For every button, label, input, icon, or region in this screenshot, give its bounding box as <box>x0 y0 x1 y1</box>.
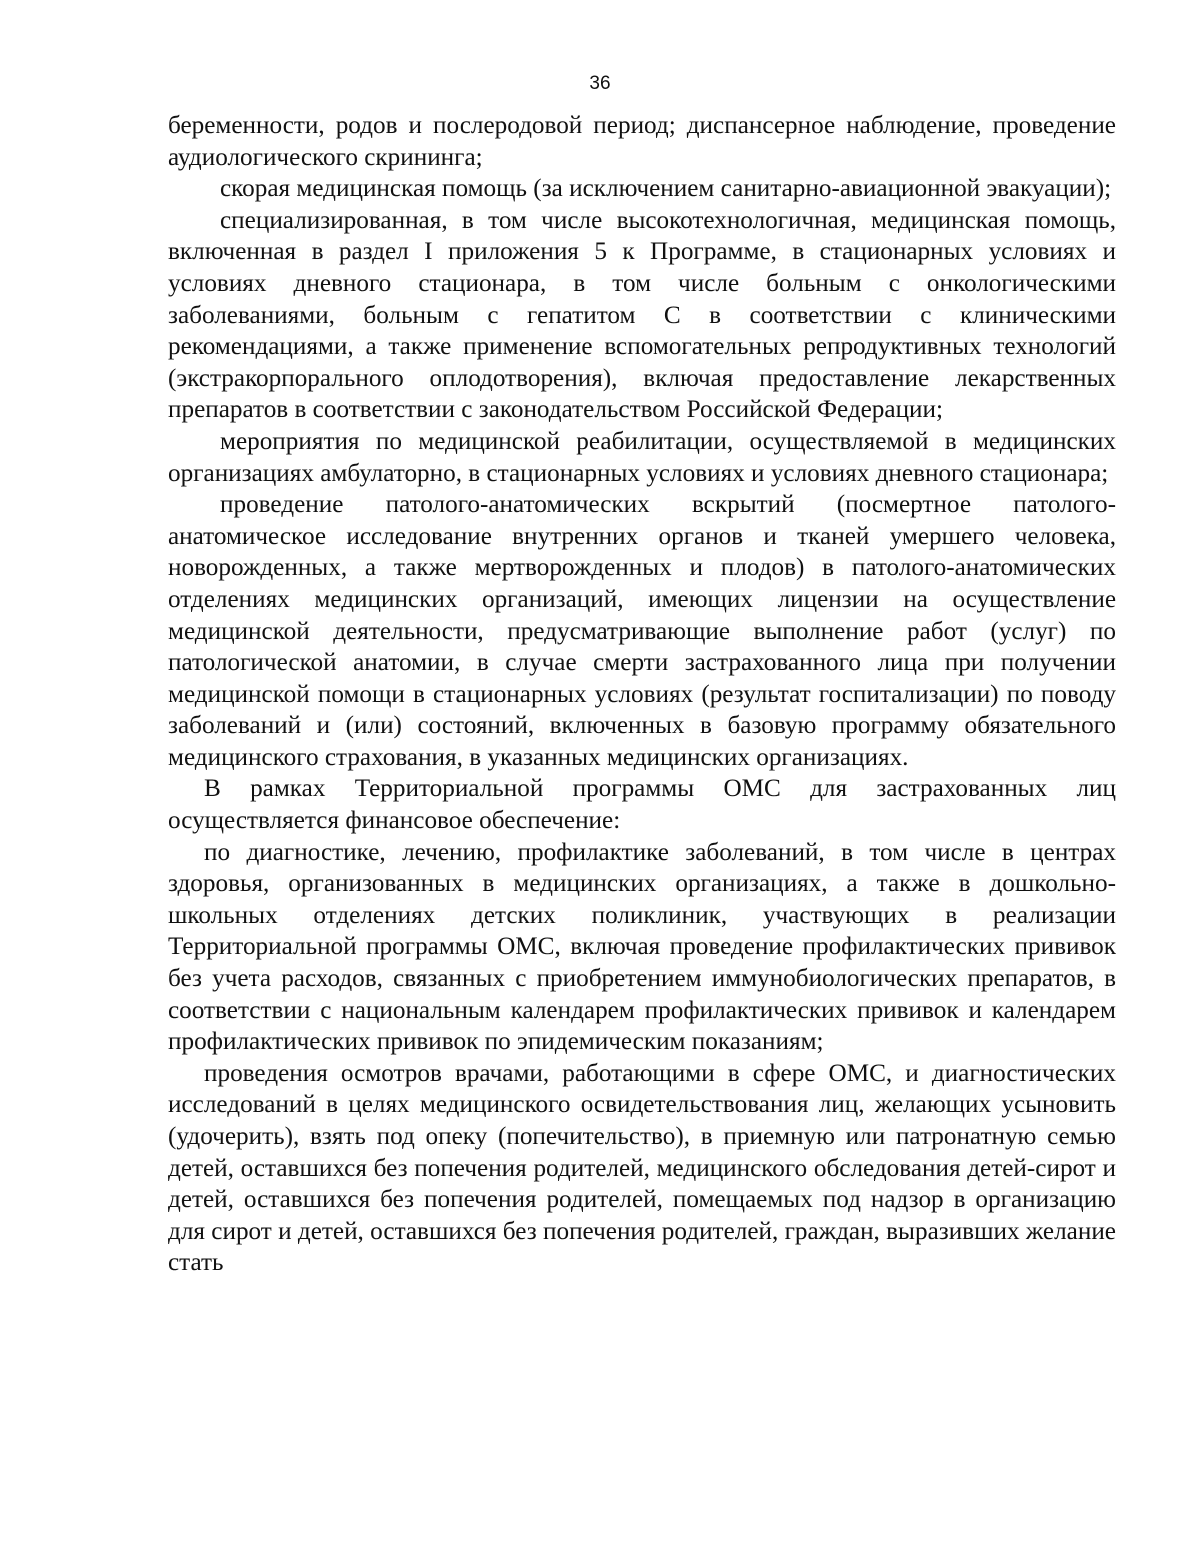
page-number: 36 <box>589 73 611 94</box>
paragraph-examinations: проведения осмотров врачами, работающими в сфере ОМС, и диагностических исследований в целях медицинского освидетельствования лиц, желающих усыновить (удочерить), взять под опеку (попечительство), в приемную или патронатную семью детей, оставшихся без попечения родителей, медицинского обследования детей-сирот и детей, оставшихся без попечения родителей, помещаемых под надзор в организацию для сирот и детей, оставшихся без попечения родителей, граждан, выразивших желание стать <box>168 1059 1116 1277</box>
paragraph-diagnostics: по диагностике, лечению, профилактике заболеваний, в том числе в центрах здоровья, организованных в медицинских организациях, а также в дошкольно-школьных отделениях детских поликлиник, участвующих в реализации Территориальной программы ОМС, включая проведение профилактических прививок без учета расходов, связанных с приобретением иммунобиологических препаратов, в соответствии с национальным календарем профилактических прививок и календарем профилактических прививок по эпидемическим показаниям; <box>168 838 1116 1056</box>
paragraph-specialized-care: специализированная, в том числе высокотехнологичная, медицинская помощь, включенная в раздел I приложения 5 к Программе, в стационарных условиях и условиях дневного стационара, в том числе больным с онкологическими заболеваниями, больным с гепатитом С в соответствии с клиническими рекомендациями, а также применение вспомогательных репродуктивных технологий (экстракорпорального оплодотворения), включая предоставление лекарственных препаратов в соответствии с законодательством Российской Федерации; <box>168 206 1116 424</box>
paragraph-pregnancy-continuation: беременности, родов и послеродовой период; диспансерное наблюдение, проведение аудиологического скрининга; <box>168 112 1116 171</box>
paragraph-financing-intro: В рамках Территориальной программы ОМС для застрахованных лиц осуществляется финансовое обеспечение: <box>168 775 1116 835</box>
paragraph-autopsy: проведение патолого-анатомических вскрытий (посмертное патолого-анатомическое исследование внутренних органов и тканей умершего человека, новорожденных, а также мертворожденных и плодов) в патолого-анатомических отделениях медицинских организаций, имеющих лицензии на осуществление медицинской деятельности, предусматривающие выполнение работ (услуг) по патологической анатомии, в случае смерти застрахованного лица при получении медицинской помощи в стационарных условиях (результат госпитализации) по поводу заболеваний и (или) состояний, включенных в базовую программу обязательного медицинского страхования, в указанных медицинских организациях. <box>168 491 1116 771</box>
paragraph-rehabilitation: мероприятия по медицинской реабилитации, осуществляемой в медицинских организациях амбулаторно, в стационарных условиях и условиях дневного стационара; <box>168 427 1116 487</box>
paragraph-emergency-care: скорая медицинская помощь (за исключением санитарно-авиационной эвакуации); <box>220 175 1112 203</box>
document-body <box>168 110 1116 1279</box>
